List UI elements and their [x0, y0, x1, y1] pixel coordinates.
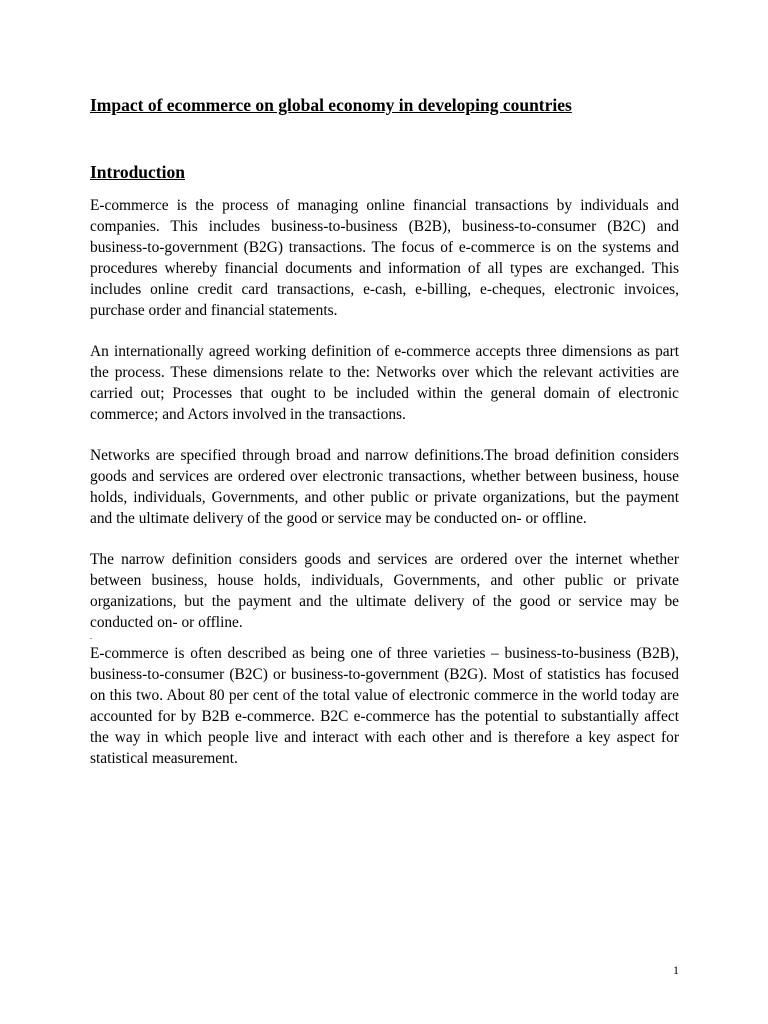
document-title: Impact of ecommerce on global economy in developing countries — [90, 95, 572, 115]
paragraph-ecommerce-definition: E-commerce is the process of managing online financial transactions by individuals and companies. This includes business-to-business (B2B), business-to-consumer (B2C) and business-to-government (B2G) transactions. The focus of e-commerce is on the systems and procedures whereby financial documents and information of all types are exchanged. This includes online credit card transactions, e-cash, e-billing, e-cheques, electronic invoices, purchase order and financial statements. — [90, 197, 679, 319]
paragraph-ecommerce-varieties: E-commerce is often described as being one of three varieties – business-to-business (B2B), business-to-consumer (B2C) or business-to-government (B2G). Most of statistics has focused on this two. About 80 per cent of the total value of electronic commerce in the world today are accounted for by B2B e-commerce. B2C e-commerce has the potential to substantially affect the way in which people live and interact with each other and is therefore a key aspect for statistical measurement. — [90, 645, 679, 767]
paragraph-narrow-definition: The narrow definition considers goods and services are ordered over the internet whether between business, house holds, individuals, Governments, and other public or private organizations, but the payment and the ultimate delivery of the good or service may be conducted on- or offline. — [90, 551, 679, 631]
stray-mark: . — [90, 632, 92, 641]
section-heading-introduction: Introduction — [90, 162, 185, 182]
page-number: 1 — [673, 963, 679, 977]
paragraph-working-definition: An internationally agreed working definition of e-commerce accepts three dimensions as part the process. These dimensions relate to the: Networks over which the relevant activities are carried out; Processes that ought to be included within the general domain of electronic commerce; and Actors involved in the transactions. — [90, 343, 679, 423]
paragraph-broad-definition: Networks are specified through broad and narrow definitions.The broad definition considers goods and services are ordered over electronic transactions, whether between business, house holds, individuals, Governments, and other public or private organizations, but the payment and the ultimate delivery of the good or service may be conducted on- or offline. — [90, 447, 679, 527]
document-body — [90, 94, 679, 769]
